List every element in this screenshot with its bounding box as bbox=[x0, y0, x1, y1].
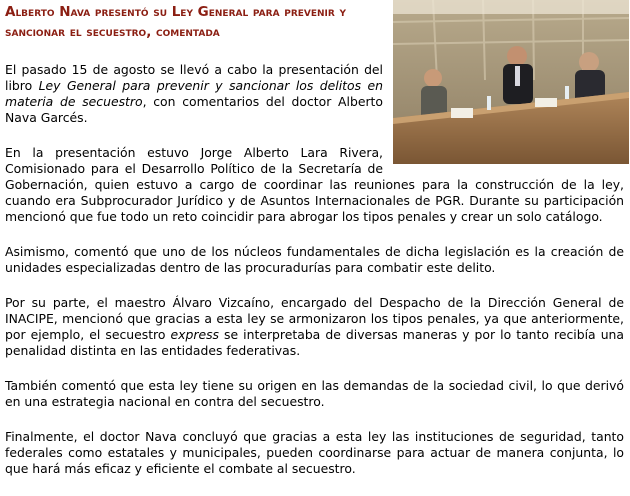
paragraph-text: Por su parte, el maestro Álvaro Vizcaíno, encargado del Despacho de la Dirección General de INACIPE, mencionó que gracias a esta ley se armonizaron los tipos penales, ya que anteriormente, por ejemplo, el secuestro bbox=[5, 295, 624, 342]
article-paragraph bbox=[5, 429, 624, 477]
paragraph-text: , con comentarios del doctor Alberto Nava Garcés. bbox=[5, 94, 383, 125]
article-paragraph bbox=[5, 244, 624, 276]
emphasis-text: Ley General para prevenir y sancionar los delitos en materia de secuestro bbox=[5, 78, 383, 109]
article-paragraph bbox=[5, 378, 624, 410]
paragraph-text: El pasado 15 de agosto se llevó a cabo la presentación del libro bbox=[5, 62, 383, 93]
emphasis-text: express bbox=[170, 327, 219, 342]
article-paragraph bbox=[5, 295, 624, 359]
article bbox=[5, 2, 624, 496]
paragraph-text: Asimismo, comentó que uno de los núcleos fundamentales de dicha legislación es la creación de unidades especializadas dentro de las procuradurías para combatir este delito. bbox=[5, 244, 624, 275]
paragraph-text: También comentó que esta ley tiene su origen en las demandas de la sociedad civil, lo que derivó en una estrategia nacional en contra del secuestro. bbox=[5, 378, 624, 409]
paragraph-text: En la presentación estuvo Jorge Alberto Lara Rivera, Comisionado para el Desarrollo Político de la Secretaría de Gobernación, quien estuvo a cargo de coordinar las reuniones para la construcción de la ley, cuando era Subprocurador Jurídico y de Asuntos Internacionales de PGR. Durante su participación mencionó que fue todo un reto coincidir para abrogar los tipos penales y crear un solo catálogo. bbox=[5, 145, 624, 224]
event-photo bbox=[393, 0, 629, 164]
paragraph-text: se interpretaba de diversas maneras y por lo tanto recibía una penalidad distinta en las entidades federativas. bbox=[5, 327, 625, 358]
panel-photo-image bbox=[393, 0, 629, 164]
paragraph-text: Finalmente, el doctor Nava concluyó que gracias a esta ley las instituciones de seguridad, tanto federales como estatales y municipales, pueden coordinarse para actuar de manera conjunta, lo que hará más eficaz y eficiente el combate al secuestro. bbox=[5, 429, 624, 476]
article-title: Alberto Nava presentó su Ley General para prevenir y sancionar el secuestro, comentada bbox=[5, 4, 347, 40]
